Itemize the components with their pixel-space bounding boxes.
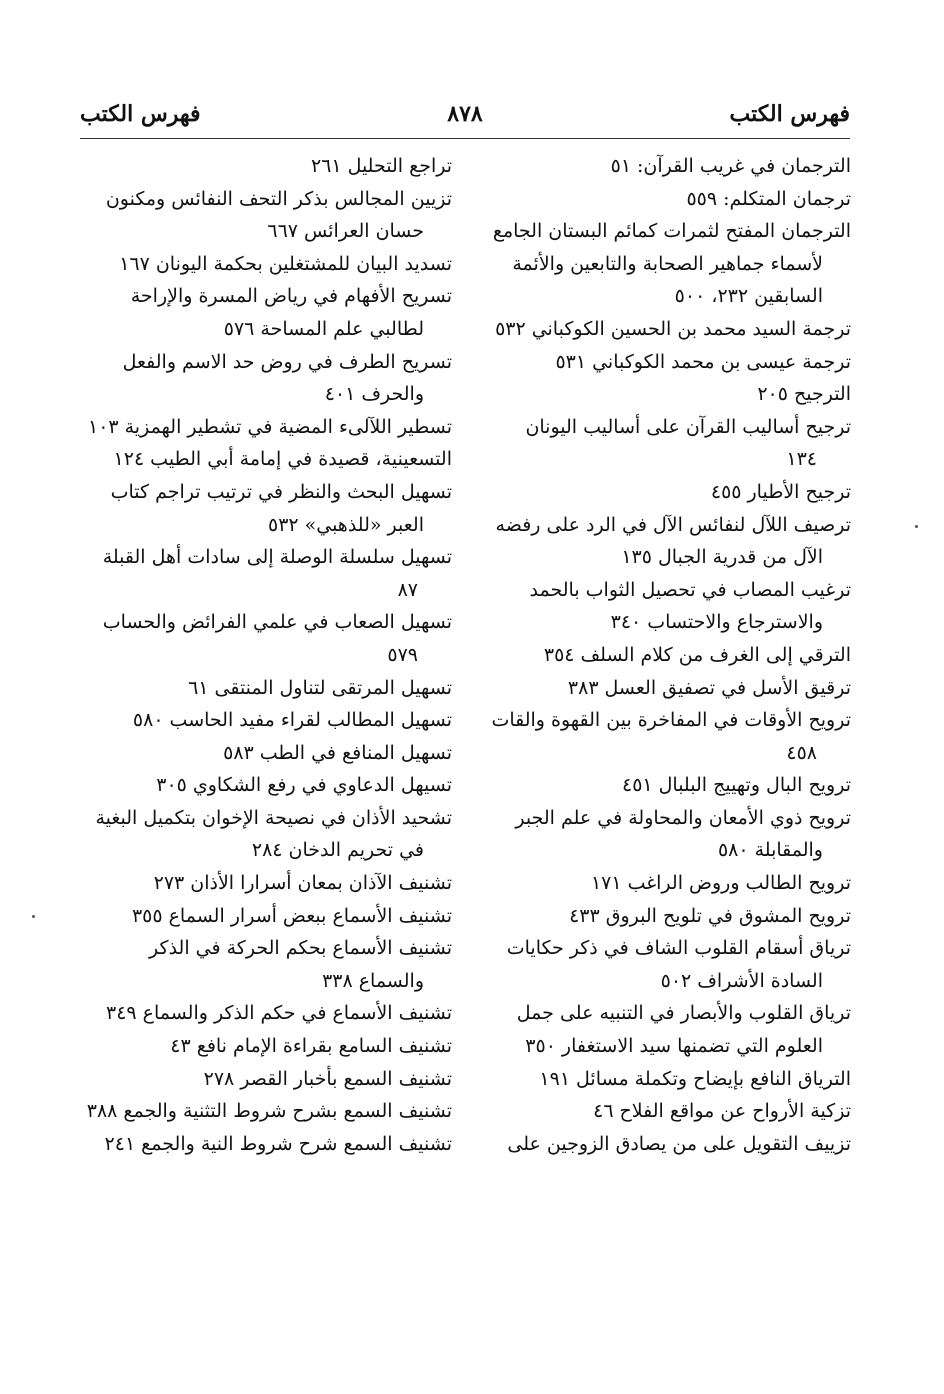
entry-pages: ٥١ [610, 155, 632, 177]
entry-title: ترجمة عيسى بن محمد الكوكباني [592, 350, 851, 373]
entry-continuation-text: العبر «للذهبي» [304, 513, 424, 536]
index-entry [489, 346, 851, 379]
entry-pages: ٤٥١ [621, 774, 653, 797]
scan-speck [32, 915, 35, 918]
entry-pages: ١٣٥ [621, 546, 652, 569]
entry-continuation [489, 1030, 851, 1063]
entry-pages: ٣٣٨ [322, 969, 353, 992]
running-title-right: فهرس الكتب [729, 101, 850, 127]
entry-pages: ٤٣ [170, 1035, 191, 1058]
index-entry [489, 997, 851, 1062]
index-entry [489, 932, 851, 997]
entry-continuation-text: والمقابلة [754, 839, 823, 862]
entry-pages: ٥٣٢ [495, 317, 526, 340]
entry-title: ترجيح أساليب القرآن على أساليب اليونان [525, 415, 851, 438]
entry-title: تسريح الطرف في روض حد الاسم والفعل [122, 350, 452, 373]
entry-title: تشنيف السمع بشرح شروط التثنية والجمع [123, 1100, 452, 1123]
entry-title: ترويح الأوقات في المفاخرة بين القهوة والقات [491, 709, 851, 732]
entry-pages: ١٠٣ [87, 415, 119, 438]
entry-pages: ٥٨٣ [223, 741, 254, 764]
entry-title: الترجمان المفتح لثمرات كمائم البستان الجامع [492, 220, 851, 243]
entry-pages: ٣٥٤ [543, 643, 575, 666]
entry-continuation-text: والحرف [361, 383, 424, 406]
entry-pages: ٥٠٢ [660, 969, 692, 992]
entry-title: تزكية الأرواح عن مواقع الفلاح [619, 1100, 851, 1123]
entry-continuation-text: السادة الأشراف [697, 969, 823, 992]
index-entry [82, 704, 452, 737]
entry-pages: ٣٨٣ [567, 676, 599, 699]
entry-continuation [489, 606, 851, 639]
entry-title: تسيهل الدعاوي في رفع الشكاوي [192, 774, 452, 797]
entry-pages: ٦١ [188, 676, 209, 699]
entry-pages: ٥٣٢ [267, 513, 299, 536]
entry-title: تسهيل البحث والنظر في ترتيب تراجم كتاب [110, 480, 452, 503]
index-entry [82, 248, 452, 281]
entry-pages: ٢٦١ [310, 155, 342, 177]
entry-pages: ٣٤٠ [610, 611, 642, 634]
entry-continuation [489, 280, 851, 313]
index-entry [489, 509, 851, 574]
entry-title: تشحيد الأذان في نصيحة الإخوان بتكميل البغية [95, 806, 452, 829]
index-entry [82, 769, 452, 802]
index-column-right [489, 150, 851, 1160]
entry-continuation-text: والاسترجاع والاحتساب [647, 611, 823, 634]
entry-title: ترصيف اللآل لنفائس الآل في الرد على رفضه [495, 513, 851, 536]
index-entry [82, 1128, 452, 1161]
entry-continuation [82, 574, 452, 607]
index-entry [82, 867, 452, 900]
index-entry [489, 1095, 851, 1128]
index-entry [82, 346, 452, 411]
index-entry [489, 574, 851, 639]
index-entry [82, 150, 452, 183]
index-entry [489, 867, 851, 900]
entry-pages: ٤٦ [593, 1100, 614, 1123]
entry-title: ترويح البال وتهييج البلبال [658, 774, 851, 797]
entry-title: ترياق أسقام القلوب الشاف في ذكر حكايات [506, 937, 851, 960]
entry-continuation [489, 965, 851, 998]
entry-title: تشنيف السمع بأخبار القصر [240, 1067, 452, 1090]
index-entry [82, 1063, 452, 1096]
entry-pages: ٨٧ [397, 578, 418, 601]
entry-pages: ٣٤٩ [105, 1002, 137, 1025]
entry-pages: ٣٥٠ [525, 1035, 556, 1058]
running-title-left: فهرس الكتب [80, 101, 201, 127]
index-entry [82, 411, 452, 444]
entry-title: الترقي إلى الغرف من كلام السلف [580, 643, 851, 666]
entry-pages: ٣٠٥ [156, 774, 187, 797]
index-entry [82, 541, 452, 606]
entry-pages: ٤٠١ [324, 383, 356, 406]
entry-pages: ٢٧٨ [203, 1067, 235, 1090]
entry-title: ترويح الطالب وروض الراغب [627, 872, 851, 895]
entry-pages: ٦٦٧ [267, 220, 299, 243]
entry-title: ترويح المشوق في تلويح البروق [605, 904, 851, 927]
index-entry [489, 639, 851, 672]
index-entry [82, 932, 452, 997]
entry-continuation-text: في تحريم الدخان [288, 839, 424, 862]
entry-continuation [82, 965, 452, 998]
index-entry [82, 900, 452, 933]
entry-title: تسطير اللآلىء المضية في تشطير الهمزية [124, 415, 452, 438]
entry-pages: ٥٨٠ [717, 839, 749, 862]
entry-title: تسهيل المنافع في الطب [259, 741, 452, 764]
index-entry [82, 476, 452, 541]
entry-pages: ٢٧٣ [153, 872, 185, 895]
entry-continuation [82, 834, 452, 867]
entry-continuation [489, 248, 851, 281]
entry-title: تزييف التقويل على من يصادق الزوجين على [507, 1132, 851, 1155]
index-entry [489, 704, 851, 769]
index-entry [82, 443, 452, 476]
index-entry [489, 215, 851, 313]
index-entry [82, 737, 452, 770]
header-rule [80, 138, 850, 139]
entry-continuation [82, 378, 452, 411]
entry-title: تشنيف الآذان بمعان أسرارا الأذان [190, 872, 452, 895]
index-entry [82, 672, 452, 705]
entry-continuation [82, 215, 452, 248]
index-entry [489, 313, 851, 346]
entry-title: التسعينية، قصيدة في إمامة أبي الطيب [150, 448, 452, 471]
entry-pages: ٢٤١ [104, 1132, 136, 1155]
entry-title: ترقيق الأسل في تصفيق العسل [604, 676, 851, 699]
index-entry [489, 378, 851, 411]
entry-title: تشنيف الأسماع ببعض أسرار السماع [168, 904, 452, 927]
entry-continuation [489, 541, 851, 574]
index-entry [489, 1063, 851, 1096]
entry-title: تسهيل سلسلة الوصلة إلى سادات أهل القبلة [102, 546, 452, 569]
entry-pages: ٢٠٥ [757, 383, 788, 406]
index-entry [489, 802, 851, 867]
index-entry [82, 280, 452, 345]
entry-continuation [82, 639, 452, 672]
entry-title: ترجيح الأطيار [747, 480, 851, 503]
entry-title: الترياق النافع بإيضاح وتكملة مسائل [576, 1067, 851, 1090]
entry-title: ترياق القلوب والأبصار في التنبيه على جمل [516, 1002, 851, 1025]
entry-pages: ٣٨٨ [86, 1100, 118, 1123]
index-entry [489, 672, 851, 705]
index-entry [82, 606, 452, 671]
entry-pages: ١٧١ [590, 872, 622, 895]
entry-continuation-text: حسان العرائس [304, 220, 424, 243]
entry-title: ترجمة السيد محمد بن الحسين الكوكباني [531, 317, 851, 340]
index-entry [489, 900, 851, 933]
entry-pages: ١٦٧ [119, 252, 150, 275]
entry-title: تشنيف الأسماع بحكم الحركة في الذكر [149, 937, 452, 960]
entry-title: تسهيل الصعاب في علمي الفرائض والحساب [102, 611, 452, 634]
entry-title: ترغيب المصاب في تحصيل الثواب بالحمد [529, 578, 851, 601]
entry-title: تشنيف السامع بقراءة الإمام نافع [196, 1035, 452, 1058]
entry-continuation-text: لأسماء جماهير الصحابة والتابعين والأئمة [512, 252, 823, 275]
entry-pages: ٥٧٩ [387, 643, 418, 666]
index-entry [489, 411, 851, 476]
entry-pages: ١٣٤ [786, 448, 817, 471]
index-entry [82, 997, 452, 1030]
entry-title: تشنيف الأسماع في حكم الذكر والسماع [142, 1002, 452, 1025]
entry-continuation-text: السابقين [754, 285, 823, 308]
entry-continuation-text: والسماع [358, 969, 424, 992]
entry-title: تسريح الأفهام في رياض المسرة والإراحة [130, 285, 452, 308]
entry-title: الترجيح [793, 383, 851, 406]
scan-speck [915, 525, 918, 528]
entry-pages: ٤٥٥ [710, 480, 742, 503]
entry-title: تشنيف السمع شرح شروط النية والجمع [141, 1132, 452, 1155]
entry-continuation-text: العلوم التي تضمنها سيد الاستغفار [561, 1035, 823, 1058]
index-entry [82, 802, 452, 867]
index-entry [82, 183, 452, 248]
entry-pages: ٥٥٩ [686, 187, 718, 210]
entry-title: ترويح ذوي الأمعان والمحاولة في علم الجبر [515, 806, 851, 829]
index-entry [489, 769, 851, 802]
entry-continuation [82, 313, 452, 346]
index-entry [489, 1128, 851, 1161]
entry-pages: ٢٣٢، ٥٠٠ [674, 285, 749, 308]
entry-continuation [82, 509, 452, 542]
entry-pages: ١٢٤ [113, 448, 145, 471]
entry-title: تسهيل المرتقى لتناول المنتقى [214, 676, 452, 699]
page-number: ٨٧٨ [447, 101, 483, 127]
entry-continuation [489, 443, 851, 476]
entry-pages: ٥٣١ [555, 350, 587, 373]
entry-continuation [489, 834, 851, 867]
page-header [80, 94, 850, 134]
entry-title: تسهيل المطالب لقراء مفيد الحاسب [169, 709, 452, 732]
entry-pages: ٤٣٣ [569, 904, 600, 927]
index-entry [82, 1030, 452, 1063]
entry-pages: ٥٧٦ [223, 317, 255, 340]
entry-pages: ٤٥٨ [786, 741, 817, 764]
index-entry [82, 1095, 452, 1128]
index-column-left [82, 150, 452, 1160]
entry-continuation [489, 737, 851, 770]
entry-title: الترجمان في غريب القرآن: [637, 155, 851, 177]
index-entry [489, 150, 851, 183]
entry-continuation-text: لطالبي علم المساحة [260, 317, 424, 340]
entry-pages: ٥٨٠ [132, 709, 164, 732]
index-entry [489, 183, 851, 216]
entry-pages: ٣٥٥ [131, 904, 163, 927]
entry-pages: ٢٨٤ [251, 839, 283, 862]
entry-title: تراجع التحليل [347, 155, 452, 177]
entry-title: تسديد البيان للمشتغلين بحكمة اليونان [155, 252, 452, 275]
index-entry [489, 476, 851, 509]
entry-continuation-text: الآل من قدرية الجبال [657, 546, 823, 569]
entry-title: تزيين المجالس بذكر التحف النفائس ومكنون [105, 187, 452, 210]
entry-pages: ١٩١ [539, 1067, 571, 1090]
entry-title: ترجمان المتكلم: [723, 187, 851, 210]
